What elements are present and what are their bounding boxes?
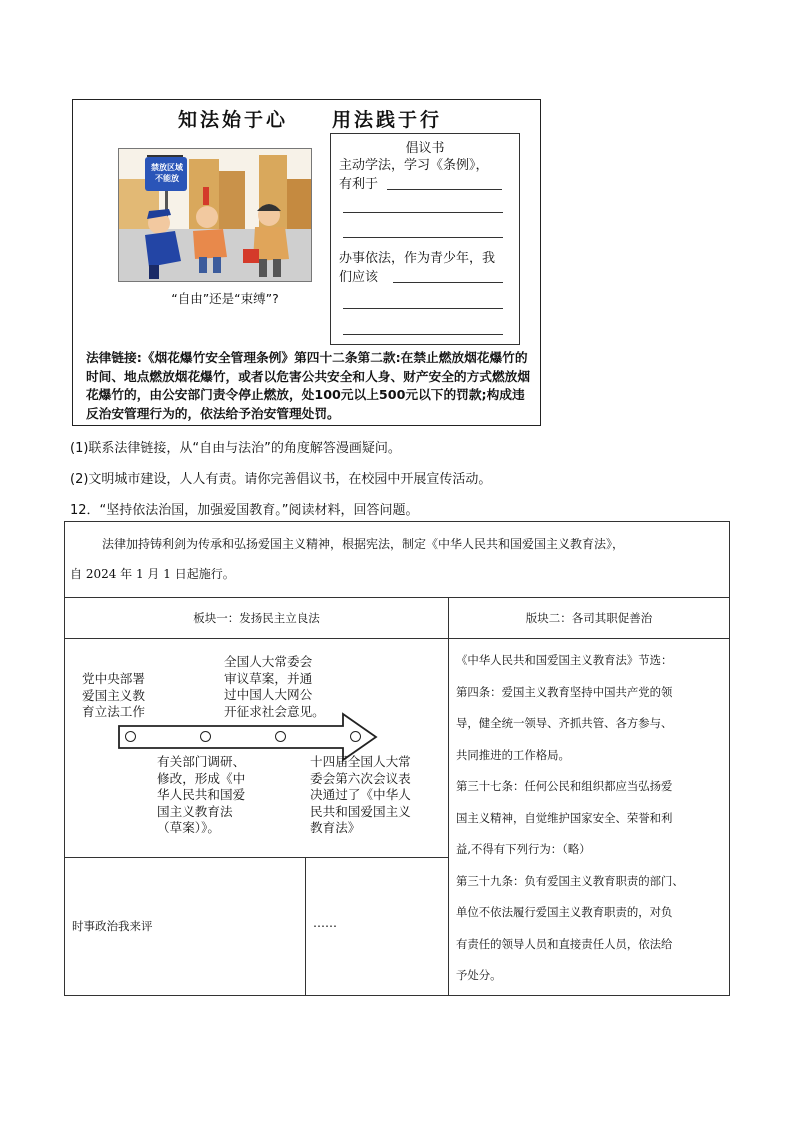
- proposal-line-1: 主动学法，学习《条例》，: [339, 158, 489, 173]
- blank-5: [343, 308, 503, 309]
- step3-line: （草案）》。: [157, 820, 220, 835]
- step1-line: 育立法工作: [82, 704, 145, 719]
- law-link-text: 法律链接:《烟花爆竹安全管理条例》第四十二条第二款:在禁止燃放烟花爆竹的时间、地点燃放烟花爆竹，或者以危害公共安全和人身、财产安全的方式燃放烟花爆竹的，由公安部门责令停止燃放，处100元以上500元以下的罚款;构成违反治安管理行为的，依法给予治安管理处罚。: [86, 350, 531, 421]
- timeline-node-4: [350, 731, 361, 742]
- excerpt-line: 导，健全统一领导、齐抓共管、各方参与、: [456, 716, 673, 730]
- proposal-line-2: 有利于: [339, 177, 379, 192]
- timeline-node-2: [200, 731, 211, 742]
- question-2: (2)文明城市建设，人人有责。请你完善倡议书，在校园中开展宣传活动。: [70, 472, 492, 487]
- blank-6: [343, 334, 503, 335]
- timeline-node-3: [275, 731, 286, 742]
- excerpt-line: 单位不依法履行爱国主义教育职责的，对负: [456, 905, 673, 919]
- step4-line: 教育法》: [310, 820, 361, 835]
- excerpt-line: 益,不得有下列行为：（略）: [456, 842, 591, 856]
- step4-line: 决通过了《中华人: [310, 787, 411, 802]
- step2-line: 审议草案，并通: [224, 670, 313, 686]
- header-right: 版块二：各司其职促善治: [525, 611, 653, 625]
- step4-line: 十四届全国人大常: [310, 754, 411, 769]
- timeline-node-1: [125, 731, 136, 742]
- proposal-line-3: 办事依法，作为青少年，我: [339, 251, 496, 266]
- excerpt-line: 第三十七条：任何公民和组织都应当弘扬爱: [456, 779, 673, 793]
- step3-line: 修改，形成《中: [157, 770, 246, 786]
- cartoon-illustration: [118, 148, 312, 282]
- question-12: 12．“坚持依法治国，加强爱国教育。”阅读材料，回答问题。: [70, 503, 419, 518]
- step2-line: 过中国人大网公: [224, 687, 313, 702]
- ellipsis-text: ……: [313, 916, 337, 930]
- timeline-step-3: [157, 754, 245, 837]
- intro-line-2: 自 2024 年 1 月 1 日起施行。: [70, 567, 235, 581]
- excerpt-line: 予处分。: [456, 968, 502, 982]
- step3-line: 国主义教育法: [157, 803, 233, 819]
- proposal-line-4: 们应该: [339, 270, 379, 285]
- step2-line: 全国人大常委会: [224, 654, 313, 669]
- excerpt-line: 国主义精神，自觉维护国家安全、荣誉和利: [456, 810, 673, 825]
- law-excerpt: [456, 645, 728, 992]
- step3-line: 华人民共和国爱: [157, 787, 246, 802]
- blank-4: [393, 282, 503, 283]
- proposal-title: 倡议书: [405, 141, 445, 156]
- excerpt-line: 第四条：爱国主义教育坚持中国共产党的领: [456, 684, 673, 699]
- blank-1: [387, 189, 502, 190]
- step3-line: 有关部门调研、: [157, 754, 246, 769]
- blank-3: [343, 237, 503, 238]
- excerpt-line: 第三十九条：负有爱国主义教育职责的部门、: [456, 873, 684, 888]
- sign-line-2: 不能放: [155, 174, 179, 183]
- intro-line-1: 法律加持铸利剑为传承和弘扬爱国主义精神，根据宪法，制定《中华人民共和国爱国主义教育法》，: [102, 537, 625, 551]
- step1-line: 爱国主义教: [82, 687, 145, 703]
- timeline-step-4: [310, 754, 411, 837]
- poster-title: 知法始于心 用法践于行: [177, 109, 442, 131]
- current-affairs-label: 时事政治我来评: [72, 919, 153, 933]
- excerpt-line: 共同推进的工作格局。: [456, 747, 570, 762]
- cartoon-caption: “自由”还是“束缚”?: [171, 291, 279, 306]
- blank-2: [343, 212, 503, 213]
- cartoon-drawing: [119, 149, 312, 282]
- timeline-step-1: [82, 671, 145, 721]
- intro-text: [70, 529, 726, 589]
- step4-line: 民共和国爱国主义: [310, 803, 411, 819]
- sign-line-1: 禁放区域: [151, 163, 183, 172]
- step1-line: 党中央部署: [82, 671, 145, 686]
- timeline-step-2: [224, 654, 325, 720]
- question-1: (1)联系法律链接，从“自由与法治”的角度解答漫画疑问。: [70, 441, 401, 456]
- header-left: 板块一：发扬民主立良法: [193, 611, 320, 625]
- step2-line: 开征求社会意见。: [224, 703, 325, 719]
- excerpt-line: 《中华人民共和国爱国主义教育法》节选：: [456, 653, 673, 667]
- sign-text: [149, 162, 185, 184]
- excerpt-line: 有责任的领导人员和直接责任人员，依法给: [456, 936, 673, 951]
- step4-line: 委会第六次会议表: [310, 770, 411, 786]
